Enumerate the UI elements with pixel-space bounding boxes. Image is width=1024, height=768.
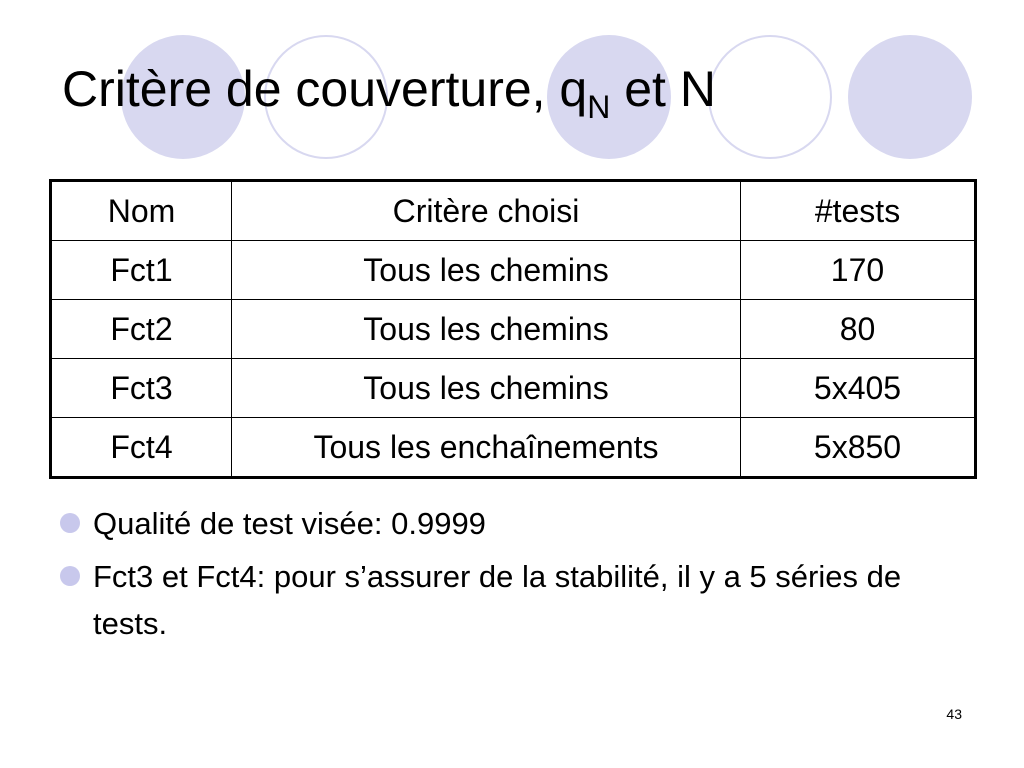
table-row (51, 241, 976, 300)
page-number: 43 (946, 706, 962, 722)
table-row (51, 418, 976, 478)
header-tests: #tests (741, 181, 976, 241)
cell-nom: Fct4 (51, 418, 232, 478)
bullet-icon (60, 566, 80, 586)
decorative-circle-filled (848, 35, 972, 159)
bullet-text: Qualité de test visée: 0.9999 (93, 506, 486, 541)
header-critere: Critère choisi (232, 181, 741, 241)
decorative-circle-ring (708, 35, 832, 159)
bullet-text: Fct3 et Fct4: pour s’assurer de la stabilité, il y a 5 séries de tests. (93, 559, 902, 641)
coverage-table (49, 179, 977, 479)
header-nom: Nom (51, 181, 232, 241)
bullet-icon (60, 513, 80, 533)
cell-nom: Fct3 (51, 359, 232, 418)
title-suffix: et N (610, 61, 716, 117)
cell-critere: Tous les chemins (232, 300, 741, 359)
cell-critere: Tous les chemins (232, 359, 741, 418)
cell-tests: 5x850 (741, 418, 976, 478)
cell-nom: Fct1 (51, 241, 232, 300)
bullet-item (60, 553, 960, 647)
cell-tests: 170 (741, 241, 976, 300)
cell-critere: Tous les chemins (232, 241, 741, 300)
slide-title (62, 61, 716, 125)
cell-tests: 5x405 (741, 359, 976, 418)
bullet-item (60, 500, 960, 547)
cell-nom: Fct2 (51, 300, 232, 359)
bullet-list (60, 500, 960, 653)
cell-tests: 80 (741, 300, 976, 359)
table-header-row (51, 181, 976, 241)
table-row (51, 300, 976, 359)
cell-critere: Tous les enchaînements (232, 418, 741, 478)
title-subscript: N (587, 89, 611, 125)
table-row (51, 359, 976, 418)
title-main: Critère de couverture, q (62, 61, 588, 117)
